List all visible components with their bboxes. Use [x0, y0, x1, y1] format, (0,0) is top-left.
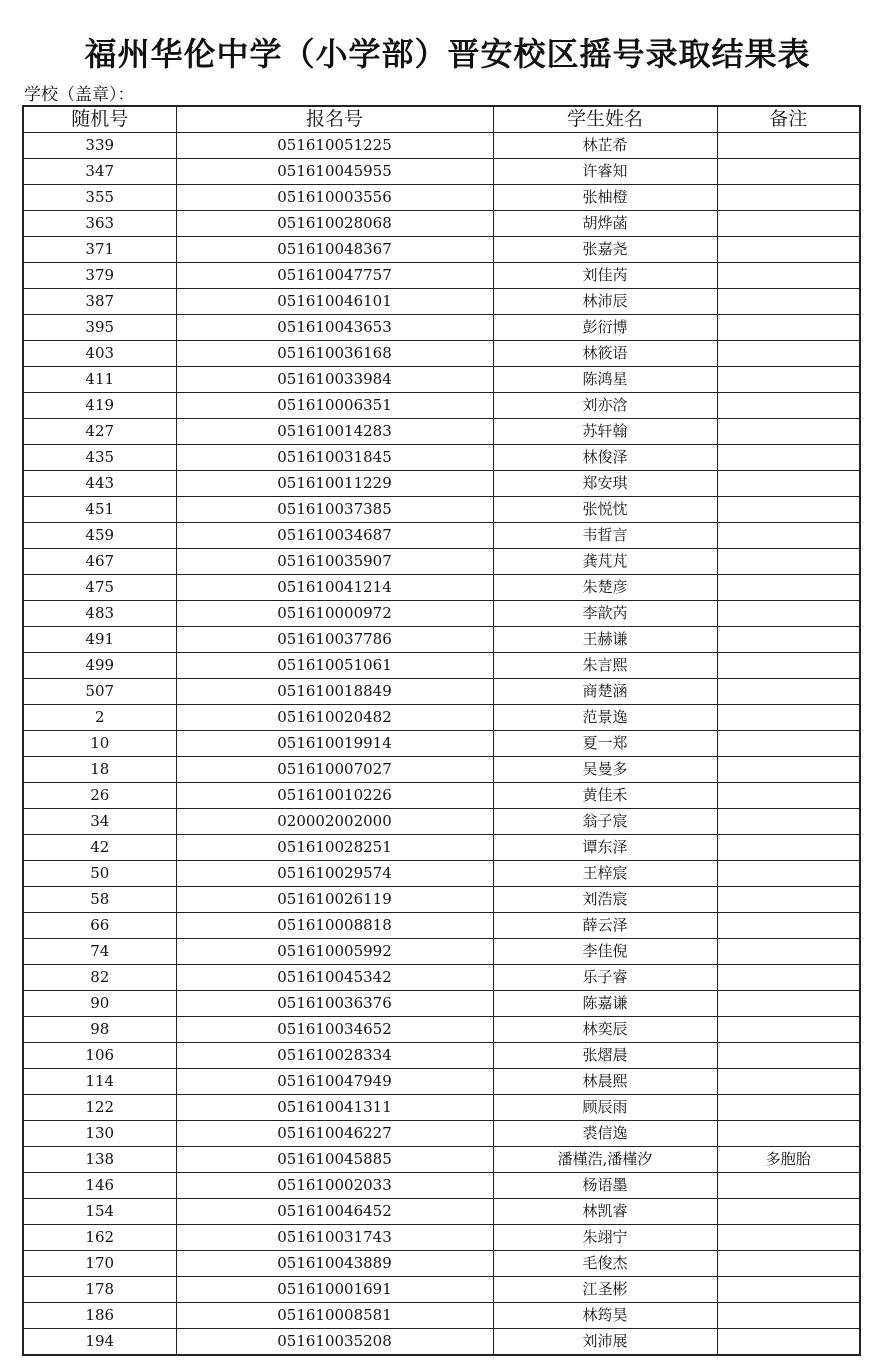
student-name-cell: 范景逸: [493, 705, 717, 731]
remarks-cell: [717, 393, 860, 419]
remarks-cell: [717, 783, 860, 809]
student-name-cell: 夏一郑: [493, 731, 717, 757]
registration-number-cell: 051610014283: [176, 419, 493, 445]
table-row: [23, 939, 860, 965]
page-title: 福州华伦中学（小学部）晋安校区摇号录取结果表: [84, 35, 811, 73]
registration-number-cell: 051610028251: [176, 835, 493, 861]
random-number-cell: 387: [23, 289, 176, 315]
student-name-cell: 刘浩宸: [493, 887, 717, 913]
random-number-cell: 186: [23, 1303, 176, 1329]
student-name-cell: 杨语墨: [493, 1173, 717, 1199]
table-row: [23, 263, 860, 289]
table-row: [23, 601, 860, 627]
registration-number-cell: 051610041214: [176, 575, 493, 601]
student-name-cell: 朱楚彦: [493, 575, 717, 601]
table-row: [23, 237, 860, 263]
registration-number-cell: 051610008581: [176, 1303, 493, 1329]
random-number-cell: 178: [23, 1277, 176, 1303]
random-number-cell: 2: [23, 705, 176, 731]
table-row: [23, 1147, 860, 1173]
registration-number-cell: 051610031743: [176, 1225, 493, 1251]
registration-number-cell: 051610034652: [176, 1017, 493, 1043]
remarks-cell: [717, 809, 860, 835]
table-row: [23, 679, 860, 705]
remarks-cell: [717, 1225, 860, 1251]
remarks-cell: [717, 367, 860, 393]
table-row: [23, 185, 860, 211]
remarks-cell: [717, 497, 860, 523]
remarks-cell: [717, 315, 860, 341]
random-number-cell: 170: [23, 1251, 176, 1277]
remarks-cell: [717, 1069, 860, 1095]
remarks-cell: [717, 705, 860, 731]
remarks-cell: [717, 1303, 860, 1329]
student-name-cell: 彭衍博: [493, 315, 717, 341]
remarks-cell: [717, 913, 860, 939]
student-name-cell: 潘槿浩,潘槿汐: [493, 1147, 717, 1173]
random-number-cell: 443: [23, 471, 176, 497]
table-row: [23, 887, 860, 913]
student-name-cell: 胡烨菡: [493, 211, 717, 237]
random-number-cell: 82: [23, 965, 176, 991]
table-row: [23, 1303, 860, 1329]
registration-number-cell: 020002002000: [176, 809, 493, 835]
random-number-cell: 154: [23, 1199, 176, 1225]
registration-number-cell: 051610028068: [176, 211, 493, 237]
random-number-cell: 114: [23, 1069, 176, 1095]
remarks-cell: [717, 263, 860, 289]
registration-number-cell: 051610000972: [176, 601, 493, 627]
remarks-cell: [717, 939, 860, 965]
remarks-cell: [717, 965, 860, 991]
student-name-cell: 刘亦浛: [493, 393, 717, 419]
table-row: [23, 913, 860, 939]
remarks-cell: [717, 835, 860, 861]
random-number-cell: 379: [23, 263, 176, 289]
registration-number-cell: 051610047757: [176, 263, 493, 289]
random-number-cell: 483: [23, 601, 176, 627]
student-name-cell: 林奕辰: [493, 1017, 717, 1043]
registration-number-cell: 051610026119: [176, 887, 493, 913]
registration-number-cell: 051610010226: [176, 783, 493, 809]
random-number-cell: 395: [23, 315, 176, 341]
random-number-cell: 74: [23, 939, 176, 965]
random-number-cell: 339: [23, 133, 176, 159]
student-name-cell: 林筱语: [493, 341, 717, 367]
remarks-cell: [717, 1199, 860, 1225]
table-row: [23, 315, 860, 341]
student-name-cell: 裘信逸: [493, 1121, 717, 1147]
student-name-cell: 李歆芮: [493, 601, 717, 627]
remarks-cell: [717, 237, 860, 263]
registration-number-cell: 051610008818: [176, 913, 493, 939]
remarks-cell: [717, 1121, 860, 1147]
remarks-cell: [717, 601, 860, 627]
remarks-cell: [717, 523, 860, 549]
registration-number-cell: 051610045885: [176, 1147, 493, 1173]
remarks-cell: [717, 211, 860, 237]
registration-number-cell: 051610045342: [176, 965, 493, 991]
remarks-cell: [717, 627, 860, 653]
student-name-cell: 朱言熙: [493, 653, 717, 679]
random-number-cell: 467: [23, 549, 176, 575]
table-row: [23, 211, 860, 237]
student-name-cell: 薛云泽: [493, 913, 717, 939]
remarks-cell: [717, 1043, 860, 1069]
registration-number-cell: 051610046101: [176, 289, 493, 315]
table-row: [23, 861, 860, 887]
registration-number-cell: 051610031845: [176, 445, 493, 471]
registration-number-cell: 051610043889: [176, 1251, 493, 1277]
random-number-cell: 66: [23, 913, 176, 939]
random-number-cell: 355: [23, 185, 176, 211]
student-name-cell: 顾辰雨: [493, 1095, 717, 1121]
random-number-cell: 363: [23, 211, 176, 237]
random-number-cell: 347: [23, 159, 176, 185]
student-name-cell: 林沛辰: [493, 289, 717, 315]
registration-number-cell: 051610046452: [176, 1199, 493, 1225]
table-row: [23, 575, 860, 601]
table-row: [23, 1043, 860, 1069]
registration-number-cell: 051610034687: [176, 523, 493, 549]
student-name-cell: 林俊泽: [493, 445, 717, 471]
random-number-cell: 58: [23, 887, 176, 913]
remarks-cell: [717, 133, 860, 159]
student-name-cell: 龚芃芃: [493, 549, 717, 575]
random-number-cell: 419: [23, 393, 176, 419]
student-name-cell: 毛俊杰: [493, 1251, 717, 1277]
remarks-cell: [717, 575, 860, 601]
random-number-cell: 491: [23, 627, 176, 653]
student-name-cell: 郑安琪: [493, 471, 717, 497]
remarks-cell: [717, 341, 860, 367]
registration-number-cell: 051610020482: [176, 705, 493, 731]
table-row: [23, 653, 860, 679]
random-number-cell: 130: [23, 1121, 176, 1147]
random-number-cell: 122: [23, 1095, 176, 1121]
header-row: [23, 106, 860, 133]
random-number-cell: 98: [23, 1017, 176, 1043]
student-name-cell: 张熠晨: [493, 1043, 717, 1069]
table-row: [23, 705, 860, 731]
remarks-cell: [717, 419, 860, 445]
table-row: [23, 757, 860, 783]
student-name-cell: 苏轩翰: [493, 419, 717, 445]
remarks-cell: [717, 887, 860, 913]
registration-number-cell: 051610045955: [176, 159, 493, 185]
random-number-cell: 138: [23, 1147, 176, 1173]
remarks-cell: [717, 185, 860, 211]
remarks-cell: [717, 1017, 860, 1043]
student-name-cell: 商楚涵: [493, 679, 717, 705]
random-number-cell: 371: [23, 237, 176, 263]
registration-number-cell: 051610002033: [176, 1173, 493, 1199]
table-row: [23, 783, 860, 809]
registration-number-cell: 051610019914: [176, 731, 493, 757]
student-name-cell: 翁子宸: [493, 809, 717, 835]
student-name-cell: 江圣彬: [493, 1277, 717, 1303]
table-row: [23, 419, 860, 445]
student-name-cell: 林晨熙: [493, 1069, 717, 1095]
table-row: [23, 965, 860, 991]
student-name-cell: 乐子睿: [493, 965, 717, 991]
student-name-cell: 韦晢言: [493, 523, 717, 549]
registration-number-cell: 051610035907: [176, 549, 493, 575]
registration-number-cell: 051610003556: [176, 185, 493, 211]
header-random-number: 随机号: [23, 106, 176, 133]
table-row: [23, 731, 860, 757]
remarks-cell: [717, 991, 860, 1017]
student-name-cell: 李佳倪: [493, 939, 717, 965]
table-row: [23, 289, 860, 315]
student-name-cell: 黄佳禾: [493, 783, 717, 809]
student-name-cell: 刘沛展: [493, 1329, 717, 1356]
registration-number-cell: 051610036376: [176, 991, 493, 1017]
random-number-cell: 50: [23, 861, 176, 887]
random-number-cell: 34: [23, 809, 176, 835]
student-name-cell: 张悦忱: [493, 497, 717, 523]
registration-number-cell: 051610006351: [176, 393, 493, 419]
table-row: [23, 1277, 860, 1303]
table-row: [23, 1173, 860, 1199]
remarks-cell: [717, 1173, 860, 1199]
registration-number-cell: 051610043653: [176, 315, 493, 341]
remarks-cell: [717, 471, 860, 497]
student-name-cell: 王赫谦: [493, 627, 717, 653]
table-row: [23, 1199, 860, 1225]
header-student-name: 学生姓名: [493, 106, 717, 133]
student-name-cell: 谭东泽: [493, 835, 717, 861]
table-row: [23, 133, 860, 159]
table-row: [23, 159, 860, 185]
registration-number-cell: 051610041311: [176, 1095, 493, 1121]
registration-number-cell: 051610048367: [176, 237, 493, 263]
registration-number-cell: 051610001691: [176, 1277, 493, 1303]
table-row: [23, 1069, 860, 1095]
registration-number-cell: 051610011229: [176, 471, 493, 497]
header-remarks: 备注: [717, 106, 860, 133]
registration-number-cell: 051610018849: [176, 679, 493, 705]
registration-number-cell: 051610005992: [176, 939, 493, 965]
remarks-cell: [717, 1251, 860, 1277]
registration-number-cell: 051610047949: [176, 1069, 493, 1095]
remarks-cell: [717, 653, 860, 679]
remarks-cell: [717, 549, 860, 575]
table-row: [23, 471, 860, 497]
table-row: [23, 367, 860, 393]
student-name-cell: 张柚橙: [493, 185, 717, 211]
remarks-cell: [717, 731, 860, 757]
student-name-cell: 林凯睿: [493, 1199, 717, 1225]
registration-number-cell: 051610033984: [176, 367, 493, 393]
remarks-cell: [717, 445, 860, 471]
registration-number-cell: 051610029574: [176, 861, 493, 887]
table-row: [23, 445, 860, 471]
student-name-cell: 陈嘉谦: [493, 991, 717, 1017]
remarks-cell: [717, 1329, 860, 1356]
random-number-cell: 194: [23, 1329, 176, 1356]
table-row: [23, 549, 860, 575]
registration-number-cell: 051610036168: [176, 341, 493, 367]
student-name-cell: 林芷希: [493, 133, 717, 159]
student-name-cell: 陈鸿星: [493, 367, 717, 393]
remarks-cell: [717, 861, 860, 887]
registration-number-cell: 051610037385: [176, 497, 493, 523]
table-row: [23, 1225, 860, 1251]
table-row: [23, 1329, 860, 1356]
table-row: [23, 1251, 860, 1277]
remarks-cell: [717, 289, 860, 315]
remarks-cell: [717, 757, 860, 783]
school-stamp-label: 学校（盖章）：: [24, 85, 135, 105]
registration-number-cell: 051610028334: [176, 1043, 493, 1069]
random-number-cell: 42: [23, 835, 176, 861]
student-name-cell: 朱翊宁: [493, 1225, 717, 1251]
random-number-cell: 10: [23, 731, 176, 757]
student-name-cell: 吴曼多: [493, 757, 717, 783]
table-row: [23, 341, 860, 367]
remarks-cell: [717, 1095, 860, 1121]
random-number-cell: 459: [23, 523, 176, 549]
student-name-cell: 王梓宸: [493, 861, 717, 887]
random-number-cell: 106: [23, 1043, 176, 1069]
remarks-cell: 多胞胎: [717, 1147, 860, 1173]
random-number-cell: 18: [23, 757, 176, 783]
registration-number-cell: 051610007027: [176, 757, 493, 783]
random-number-cell: 507: [23, 679, 176, 705]
table-row: [23, 497, 860, 523]
random-number-cell: 26: [23, 783, 176, 809]
random-number-cell: 451: [23, 497, 176, 523]
registration-number-cell: 051610051225: [176, 133, 493, 159]
table-row: [23, 809, 860, 835]
table-row: [23, 1017, 860, 1043]
registration-number-cell: 051610051061: [176, 653, 493, 679]
random-number-cell: 475: [23, 575, 176, 601]
student-name-cell: 张嘉尧: [493, 237, 717, 263]
remarks-cell: [717, 1277, 860, 1303]
random-number-cell: 411: [23, 367, 176, 393]
table-row: [23, 523, 860, 549]
results-table: [22, 105, 861, 1356]
random-number-cell: 403: [23, 341, 176, 367]
registration-number-cell: 051610035208: [176, 1329, 493, 1356]
random-number-cell: 162: [23, 1225, 176, 1251]
table-row: [23, 1121, 860, 1147]
remarks-cell: [717, 159, 860, 185]
registration-number-cell: 051610037786: [176, 627, 493, 653]
table-row: [23, 393, 860, 419]
random-number-cell: 499: [23, 653, 176, 679]
random-number-cell: 427: [23, 419, 176, 445]
registration-number-cell: 051610046227: [176, 1121, 493, 1147]
random-number-cell: 435: [23, 445, 176, 471]
student-name-cell: 许睿知: [493, 159, 717, 185]
table-row: [23, 1095, 860, 1121]
table-row: [23, 627, 860, 653]
random-number-cell: 146: [23, 1173, 176, 1199]
student-name-cell: 林筠昊: [493, 1303, 717, 1329]
student-name-cell: 刘佳芮: [493, 263, 717, 289]
header-registration-number: 报名号: [176, 106, 493, 133]
table-row: [23, 991, 860, 1017]
random-number-cell: 90: [23, 991, 176, 1017]
remarks-cell: [717, 679, 860, 705]
table-row: [23, 835, 860, 861]
